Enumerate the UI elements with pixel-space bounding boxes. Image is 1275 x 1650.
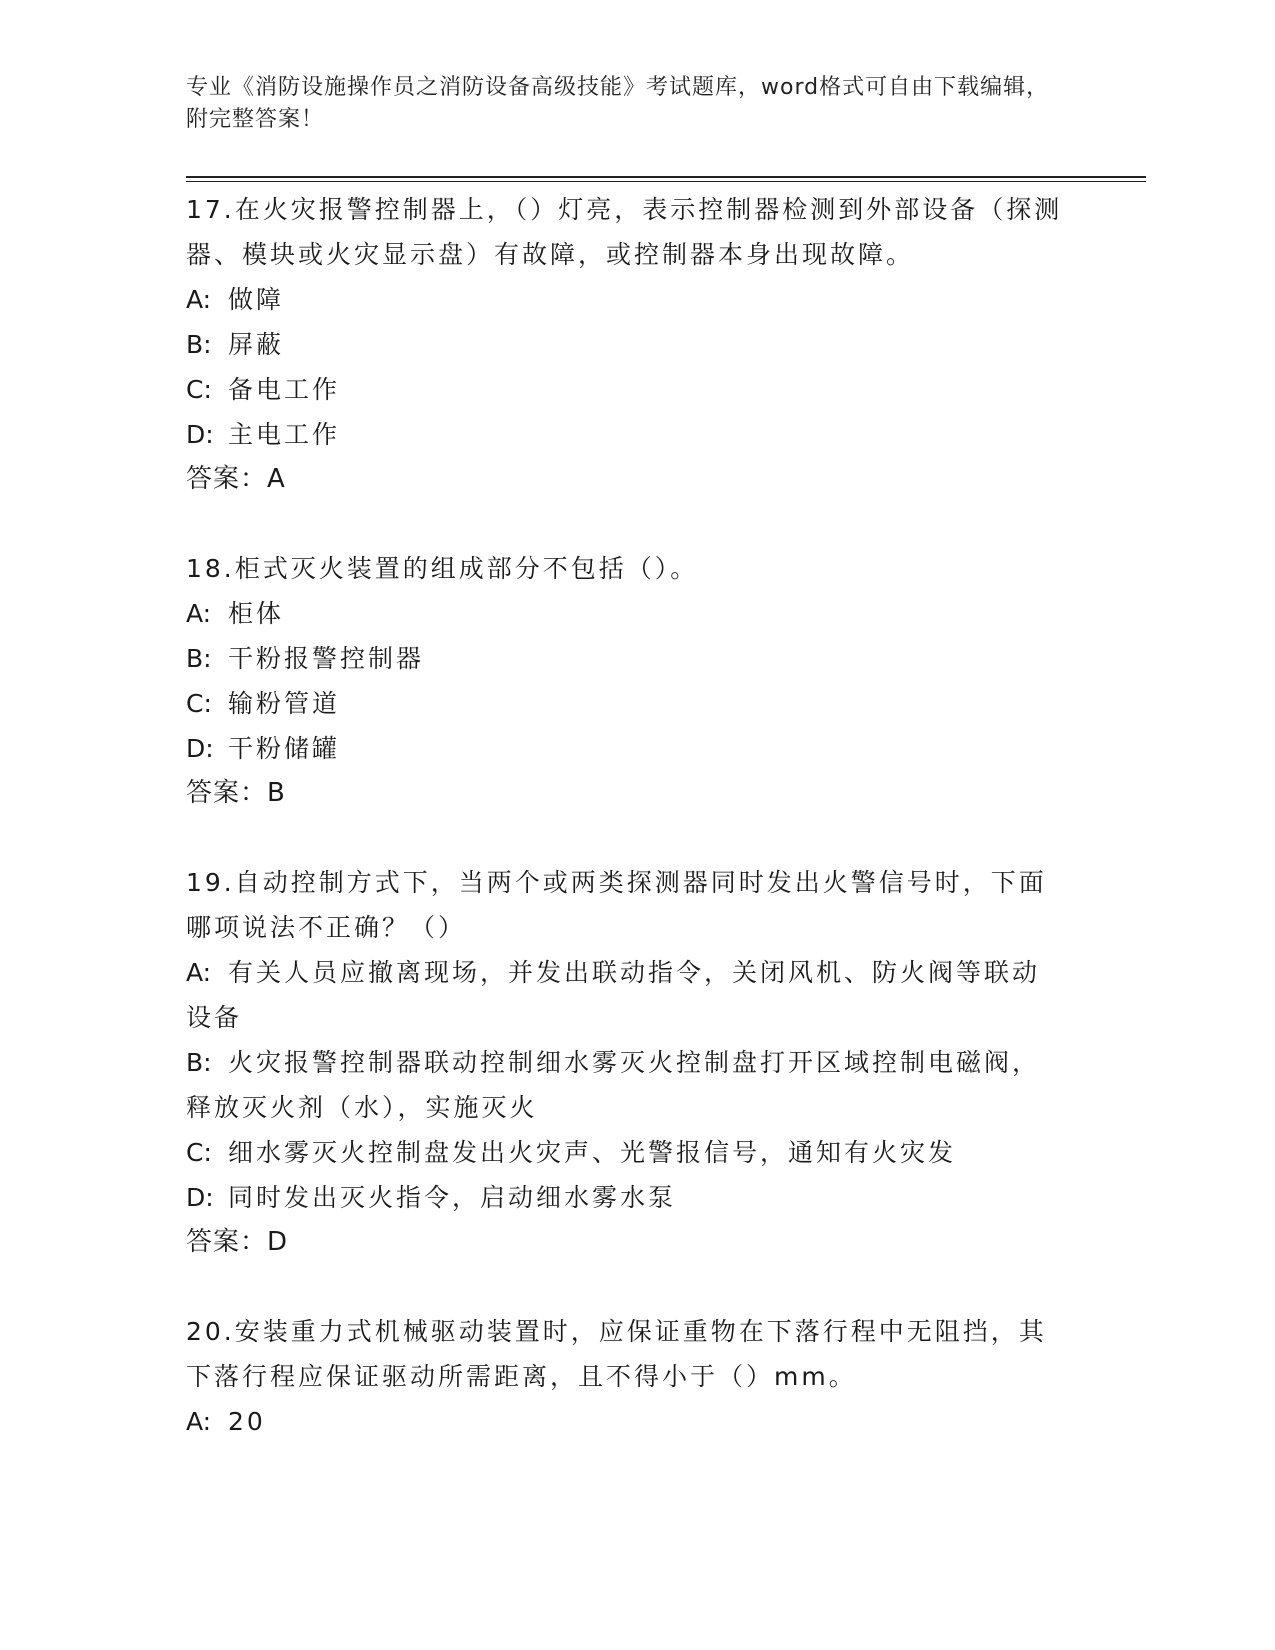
option-text: 有关人员应撤离现场，并发出联动指令，关闭风机、防火阀等联动设备 bbox=[186, 958, 1041, 1032]
option-text: 柜体 bbox=[228, 599, 285, 628]
option-a bbox=[186, 591, 1066, 636]
answer-line: 答案：B bbox=[186, 778, 286, 808]
question-text: 19.自动控制方式下，当两个或两类探测器同时发出火警信号时，下面哪项说法不正确？（） bbox=[186, 868, 1047, 942]
answer-line: 答案：A bbox=[186, 464, 286, 494]
option-c bbox=[186, 1130, 1066, 1175]
question-text: 20.安装重力式机械驱动装置时，应保证重物在下落行程中无阻挡，其下落行程应保证驱动所需距离，且不得小于（）mm。 bbox=[186, 1317, 1047, 1391]
question-text: 18.柜式灭火装置的组成部分不包括（）。 bbox=[186, 554, 699, 583]
option-text: 做障 bbox=[228, 285, 285, 314]
option-text: 火灾报警控制器联动控制细水雾灭火控制盘打开区域控制电磁阀，释放灭火剂（水），实施灭火 bbox=[186, 1048, 1041, 1122]
option-a bbox=[186, 950, 1066, 1040]
question-spacer bbox=[186, 1265, 1066, 1309]
option-text: 屏蔽 bbox=[228, 330, 285, 359]
option-letter: A: bbox=[186, 285, 212, 314]
option-letter: A: bbox=[186, 958, 212, 987]
option-letter: A: bbox=[186, 1407, 212, 1436]
option-b bbox=[186, 322, 1066, 367]
option-letter: C: bbox=[186, 375, 212, 404]
option-c bbox=[186, 367, 1066, 412]
option-b bbox=[186, 636, 1066, 681]
option-letter: D: bbox=[186, 734, 214, 763]
answer-line: 答案：D bbox=[186, 1227, 289, 1257]
option-letter: C: bbox=[186, 689, 212, 718]
option-text: 备电工作 bbox=[228, 375, 341, 404]
header-divider-thick bbox=[186, 176, 1146, 178]
question-17 bbox=[186, 187, 1066, 502]
question-20 bbox=[186, 1309, 1066, 1444]
question-text: 17.在火灾报警控制器上，（）灯亮，表示控制器检测到外部设备（探测器、模块或火灾显示盘）有故障，或控制器本身出现故障。 bbox=[186, 195, 1063, 269]
option-d bbox=[186, 412, 1066, 457]
option-letter: D: bbox=[186, 420, 214, 449]
question-list bbox=[186, 187, 1066, 1444]
option-letter: A: bbox=[186, 599, 212, 628]
option-text: 同时发出灭火指令，启动细水雾水泵 bbox=[228, 1183, 677, 1212]
option-text: 主电工作 bbox=[228, 420, 341, 449]
document-header: 专业《消防设施操作员之消防设备高级技能》考试题库，word格式可自由下载编辑，附完整答案！ bbox=[186, 75, 1050, 132]
option-letter: D: bbox=[186, 1183, 214, 1212]
option-letter: B: bbox=[186, 644, 212, 673]
question-spacer bbox=[186, 502, 1066, 546]
option-d bbox=[186, 1175, 1066, 1220]
option-b bbox=[186, 1040, 1066, 1130]
option-text: 干粉储罐 bbox=[228, 734, 341, 763]
question-18 bbox=[186, 546, 1066, 816]
option-letter: C: bbox=[186, 1138, 212, 1167]
option-letter: B: bbox=[186, 1048, 212, 1077]
option-d bbox=[186, 726, 1066, 771]
option-text: 20 bbox=[228, 1407, 266, 1436]
question-19 bbox=[186, 860, 1066, 1265]
option-text: 干粉报警控制器 bbox=[228, 644, 425, 673]
option-text: 输粉管道 bbox=[228, 689, 341, 718]
question-spacer bbox=[186, 816, 1066, 860]
option-a bbox=[186, 1399, 1066, 1444]
header-divider-thin bbox=[186, 181, 1146, 182]
option-letter: B: bbox=[186, 330, 212, 359]
option-a bbox=[186, 277, 1066, 322]
option-text: 细水雾灭火控制盘发出火灾声、光警报信号，通知有火灾发 bbox=[228, 1138, 957, 1167]
option-c bbox=[186, 681, 1066, 726]
